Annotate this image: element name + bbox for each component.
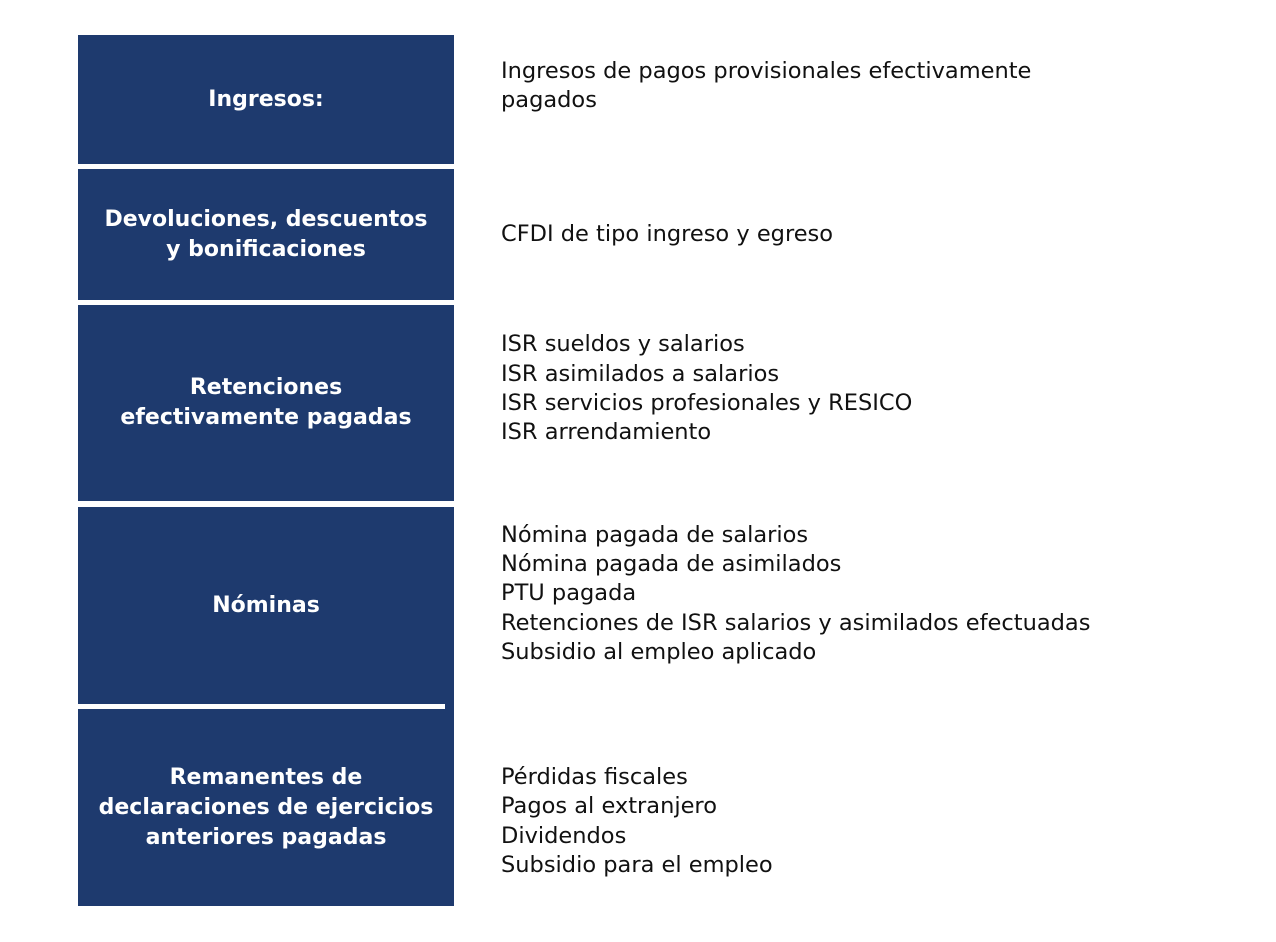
table-row	[78, 305, 1248, 501]
list-item: ISR arrendamiento	[501, 419, 712, 446]
row-label-devoluciones: Devoluciones, descuentos y bonificaciones	[78, 169, 454, 300]
row-items	[501, 169, 1248, 300]
list-item: Ingresos de pagos provisionales efectivamente	[501, 57, 1032, 84]
list-item: PTU pagada	[501, 580, 637, 607]
row-label-remanentes: Remanentes de declaraciones de ejercicios anteriores pagadas	[78, 709, 454, 906]
list-item: ISR sueldos y salarios	[501, 331, 745, 358]
list-item: Nómina pagada de salarios	[501, 521, 809, 548]
list-item: Nómina pagada de asimilados	[501, 551, 842, 578]
list-item: pagados	[501, 87, 597, 113]
list-item: Dividendos	[501, 822, 627, 849]
row-label-nominas: Nóminas	[78, 507, 454, 704]
list-item: ISR asimilados a salarios	[501, 360, 780, 387]
list-item: Pérdidas fiscales	[501, 763, 688, 790]
row-label-ingresos: Ingresos:	[78, 35, 454, 164]
row-items	[501, 305, 1248, 501]
table-row	[78, 169, 1248, 300]
list-item: Pagos al extranjero	[501, 793, 717, 820]
list-item: CFDI de tipo ingreso y egreso	[501, 220, 834, 247]
row-items	[501, 35, 1248, 164]
row-items	[501, 737, 1248, 906]
list-item: Retenciones de ISR salarios y asimilados efectuadas	[501, 609, 1091, 636]
list-item: Subsidio al empleo aplicado	[501, 638, 817, 665]
table-row	[78, 709, 1248, 906]
list-item: ISR servicios profesionales y RESICO	[501, 390, 913, 416]
list-item: Subsidio para el empleo	[501, 851, 773, 878]
table-row	[78, 507, 1248, 704]
row-label-retenciones: Retenciones efectivamente pagadas	[78, 305, 454, 501]
row-items	[501, 507, 1248, 704]
table-row	[78, 35, 1248, 164]
